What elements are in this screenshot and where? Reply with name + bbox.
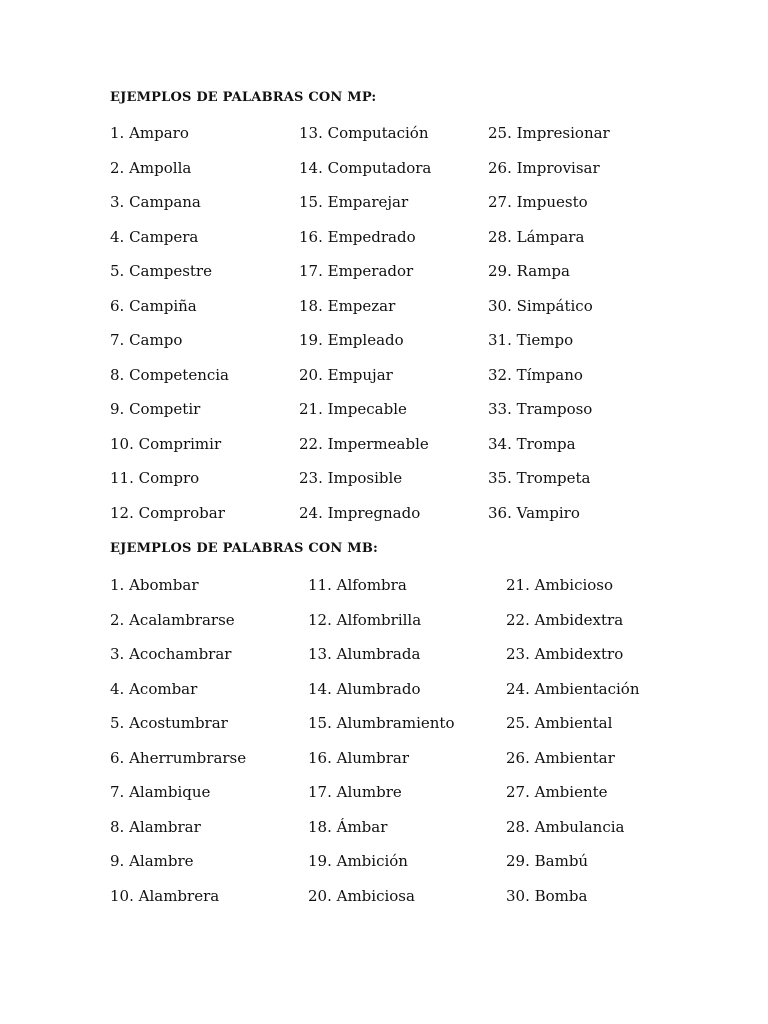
list-item: 25. Impresionar [488,124,610,142]
list-item: 14. Computadora [299,158,432,177]
list-item: 26. Improvisar [488,158,600,177]
list-item: 2. Acalambrarse [110,610,235,629]
mp-word-column-3 [488,124,610,522]
mp-word-column-1 [110,124,229,522]
list-item: 18. Empezar [299,296,396,315]
list-item: 15. Emparejar [299,193,409,211]
mb-word-column-2 [308,576,454,905]
list-item: 8. Alambrar [110,817,201,836]
list-item: 17. Emperador [299,262,414,280]
mb-section-heading: EJEMPLOS DE PALABRAS CON MB: [110,541,379,556]
list-item: 19. Ambición [308,852,408,870]
list-item: 22. Impermeable [299,434,429,453]
list-item: 21. Ambicioso [506,576,614,594]
list-item: 29. Bambú [506,852,589,870]
list-item: 34. Trompa [488,434,576,453]
list-item: 29. Rampa [488,262,570,280]
mb-word-column-3 [506,576,639,905]
list-item: 11. Alfombra [308,576,407,594]
list-item: 22. Ambidextra [506,610,624,629]
list-item: 5. Campestre [110,262,212,280]
list-item: 9. Competir [110,400,201,418]
list-item: 10. Comprimir [110,434,222,453]
list-item: 16. Empedrado [299,227,416,246]
list-item: 15. Alumbramiento [308,714,455,732]
mp-word-column-2 [299,124,431,522]
list-item: 14. Alumbrado [308,679,421,698]
list-item: 30. Simpático [488,296,593,315]
list-item: 35. Trompeta [488,469,591,487]
list-item: 30. Bomba [506,886,588,905]
list-item: 26. Ambientar [506,748,615,767]
list-item: 12. Alfombrilla [308,610,422,629]
list-item: 36. Vampiro [488,503,580,522]
list-item: 6. Aherrumbrarse [110,748,247,767]
list-item: 7. Campo [110,331,183,349]
list-item: 20. Ambiciosa [308,886,415,905]
list-item: 8. Competencia [110,365,229,384]
list-item: 1. Amparo [110,124,189,142]
list-item: 10. Alambrera [110,886,220,905]
list-item: 21. Impecable [299,400,407,418]
list-item: 5. Acostumbrar [110,714,228,732]
list-item: 7. Alambique [110,783,211,801]
list-item: 24. Ambientación [506,679,640,698]
list-item: 27. Impuesto [488,193,588,211]
list-item: 12. Comprobar [110,503,225,522]
list-item: 18. Ámbar [308,817,388,836]
list-item: 23. Imposible [299,469,403,487]
list-item: 24. Impregnado [299,503,421,522]
list-item: 11. Compro [110,469,200,487]
list-item: 17. Alumbre [308,783,402,801]
list-item: 2. Ampolla [110,158,192,177]
list-item: 19. Empleado [299,331,404,349]
list-item: 25. Ambiental [506,714,613,732]
list-item: 6. Campiña [110,296,197,315]
list-item: 9. Alambre [110,852,194,870]
list-item: 20. Empujar [299,365,393,384]
list-item: 31. Tiempo [488,331,574,349]
list-item: 28. Ambulancia [506,817,625,836]
list-item: 1. Abombar [110,576,199,594]
mb-word-column-1 [110,576,246,905]
list-item: 13. Computación [299,124,429,142]
list-item: 23. Ambidextro [506,645,624,663]
list-item: 3. Acochambrar [110,645,232,663]
list-item: 4. Acombar [110,679,198,698]
list-item: 3. Campana [110,193,201,211]
list-item: 33. Tramposo [488,400,593,418]
list-item: 16. Alumbrar [308,748,410,767]
mp-section-heading: EJEMPLOS DE PALABRAS CON MP: [110,90,377,105]
list-item: 32. Tímpano [488,365,583,384]
list-item: 27. Ambiente [506,783,608,801]
list-item: 28. Lámpara [488,227,585,246]
list-item: 13. Alumbrada [308,645,421,663]
list-item: 4. Campera [110,227,199,246]
